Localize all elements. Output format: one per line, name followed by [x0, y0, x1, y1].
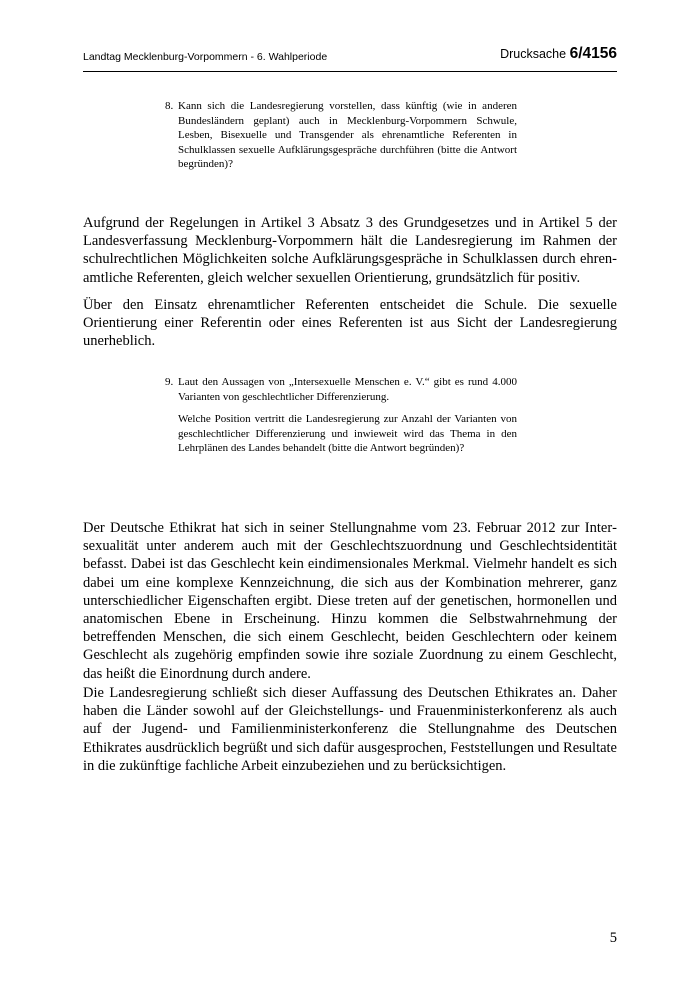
answer-paragraph: Die Landesregierung schließt sich dieser Auffassung des Deutschen Ethikrates an. Daher haben die Länder sowohl auf der Gleichstellungs- und Frauenministerkonferenz als auch auf der Jugend- und Familienministerkonferenz die Stellungnahme des Deutschen Ethikrates ausdrücklich begrüßt und sich dafür ausgesprochen, Feststellungen und Resultate in die zukünftige fachliche Arbeit einzubeziehen und zu berücksichtigen. — [83, 685, 617, 774]
page-header — [83, 42, 617, 72]
answer-paragraph: Über den Einsatz ehrenamtlicher Referenten entscheidet die Schule. Die sexuelle Orientierung einer Referentin oder eines Referenten ist aus Sicht der Landesregierung unerheblich. — [83, 297, 617, 350]
document-label: Drucksache — [500, 47, 567, 61]
document-number: 6/4156 — [569, 45, 617, 62]
question-number: 8. — [165, 100, 174, 112]
parliament-title: Landtag Mecklenburg-Vorpommern - 6. Wahlperiode — [83, 51, 328, 63]
question-text — [178, 99, 517, 172]
answer-paragraph: Aufgrund der Regelungen in Artikel 3 Absatz 3 des Grundgesetzes und in Artikel 5 der Landesverfassung Mecklenburg-Vorpommern hält die Landesregierung im Rahmen der schulrechtlichen Möglichkeiten solche Aufklärungsgespräche in Schulklassen durch ehrenamtliche Referenten, gleich welcher sexuellen Orientierung, grundsätzlich für positiv. — [83, 215, 617, 286]
question-paragraph: Welche Position vertritt die Landesregierung zur Anzahl der Varianten von geschlechtlicher Differenzierung und inwieweit wird das Thema in den Lehrplänen des Landes behandelt (bitte die Antwort begründen)? — [178, 413, 517, 455]
question-paragraph: Kann sich die Landesregierung vorstellen, dass künftig (wie in anderen Bundesländern geplant) auch in Mecklenburg-Vorpommern Schwule, Lesben, Bisexuelle und Transgender als ehrenamtliche Referenten in Schulklassen sexuelle Aufklärungsgespräche durchführen (bitte die Antwort begründen)? — [178, 100, 517, 171]
answer-paragraph: Der Deutsche Ethikrat hat sich in seiner Stellungnahme vom 23. Februar 2012 zur Intersexualität unter anderem auch mit der Geschlechtszuordnung und Geschlechtsidentität befasst. Dabei ist das Geschlecht kein eindimensionales Merkmal. Vielmehr handelt es sich dabei um eine komplexe Kennzeichnung, die sich aus der Kombination mehrerer, ganz unterschiedlicher Eigenschaften ergibt. Diese treten auf der genetischen, hormonellen und anatomischen Ebene in Erscheinung. Hinzu kommen die Selbstwahrnehmung der betreffenden Menschen, die sich einem Geschlecht, beiden Geschlechtern oder keinem Geschlecht als zugehörig empfinden sowie ihre soziale Zuordnung zu einem Geschlecht, das heißt die Einordnung durch andere. — [83, 520, 617, 682]
question-9 — [165, 375, 517, 456]
question-text — [178, 375, 517, 456]
page-number: 5 — [609, 930, 617, 946]
question-paragraph: Laut den Aussagen von „Intersexuelle Menschen e. V.“ gibt es rund 4.000 Varianten von geschlechtlicher Differenzierung. — [178, 376, 517, 403]
document-reference — [500, 45, 617, 63]
question-8 — [165, 99, 517, 172]
question-number: 9. — [165, 376, 174, 388]
